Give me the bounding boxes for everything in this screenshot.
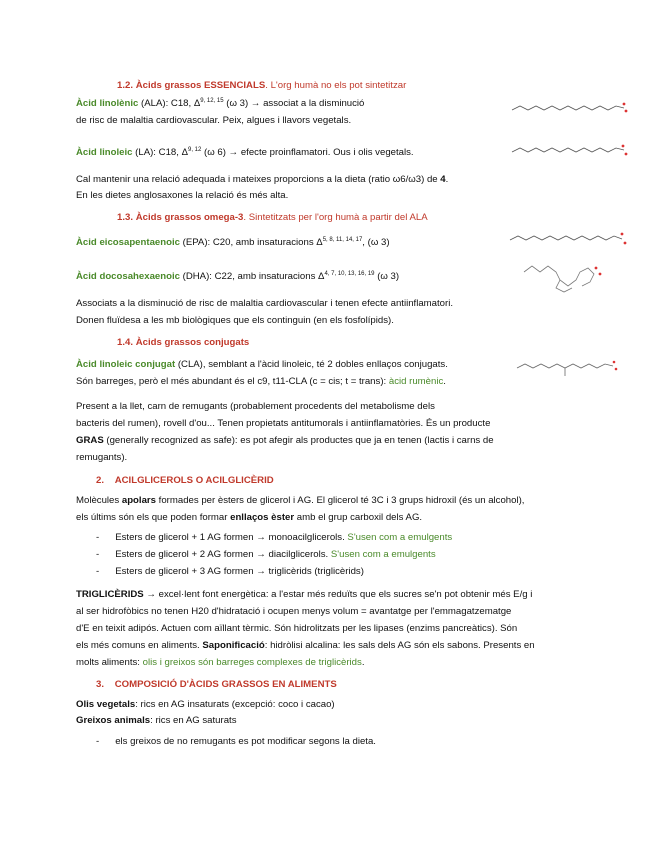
ala-line-2: de risc de malaltia cardiovascular. Peix, algues i llavors vegetals.: [76, 115, 352, 126]
assoc-line-1: Associats a la disminució de risc de malaltia cardiovascular i tenen efecte antiinflamatori.: [76, 298, 453, 309]
dha-name: Àcid docosahexaenoic: [76, 271, 180, 282]
dha-line: Àcid docosahexaenoic (DHA): C22, amb insaturacions Δ$^{4, 7, 10, 13, 16, 19}$ (ω 3): [76, 270, 400, 282]
ratio-line: Cal mantenir una relació adequada i mateixes proporcions a la dieta (ratio ω6/ω3) de 4.: [76, 174, 449, 185]
olis-line: Olis vegetals: rics en AG insaturats (excepció: coco i cacao): [76, 699, 335, 710]
trig-line-5: molts aliments: olis i greixos són barreges complexes de triglicèrids.: [76, 657, 365, 668]
ala-name: Àcid linolènic: [76, 98, 139, 109]
la-molecule-image: [510, 140, 630, 162]
list-item: - Esters de glicerol + 3 AG formen → triglicèrids (triglicèrids): [96, 566, 364, 577]
present-line-1: Present a la llet, carn de remugants (probablement procedents del metabolisme dels: [76, 401, 435, 412]
cla-name: Àcid linoleic conjugat: [76, 359, 176, 370]
list-item: - els greixos de no remugants es pot modificar segons la dieta.: [96, 736, 376, 747]
epa-molecule-image: [508, 228, 630, 252]
la-line: Àcid linoleic (LA): C18, Δ$^{9, 12}$ (ω 6) → efecte proinflamatori. Ous i olis vegetals.: [76, 146, 414, 158]
cla-molecule-image: [515, 350, 625, 380]
trig-line-4: els més comuns en aliments. Saponificació: hidròlisi alcalina: les sals dels AG són els sabons. Presents en: [76, 640, 535, 651]
trig-line-2: al ser hidrofòbics no tenen H20 d'hidratació i ocupen menys volum = avantatge per l'emmagatzematge: [76, 606, 512, 617]
cla-line: Àcid linoleic conjugat (CLA), semblant a l'àcid linoleic, té 2 dobles enllaços conjugats.: [76, 359, 448, 370]
present-line-4: remugants).: [76, 452, 128, 463]
section-3-heading: 3. COMPOSICIÓ D'ÀCIDS GRASSOS EN ALIMENTS: [96, 679, 337, 690]
section-1-2-heading: 1.2. Àcids grassos ESSENCIALS. L'org humà no els pot sintetitzar: [117, 80, 407, 91]
list-item: - Esters de glicerol + 1 AG formen → monoacilglicerols. S'usen com a emulgents: [96, 532, 453, 543]
greixos-line: Greixos animals: rics en AG saturats: [76, 715, 237, 726]
molecules-line-2: els últims són els que poden formar enllaços èster amb el grup carboxil dels AG.: [76, 512, 423, 523]
epa-name: Àcid eicosapentaenoic: [76, 237, 180, 248]
present-line-3: GRAS (generally recognized as safe): es pot afegir als productes que ja en tenen (lactis i carns de: [76, 435, 494, 446]
rumenic-acid: àcid rumènic: [388, 376, 444, 387]
section-1-4-heading: 1.4. Àcids grassos conjugats: [117, 337, 250, 348]
section-1-3-heading: 1.3. Àcids grassos omega-3. Sintetitzats per l'org humà a partir del ALA: [117, 212, 428, 223]
ratio-line-2: En les dietes anglosaxones la relació és més alta.: [76, 190, 289, 201]
dha-molecule-image: [520, 258, 620, 296]
cla-line-2: Són barreges, però el més abundant és el c9, t11-CLA (c = cis; t = trans): àcid rumènic.: [76, 376, 446, 387]
ala-molecule-image: [510, 96, 630, 118]
molecules-line-1: Molècules apolars formades per èsters de glicerol i AG. El glicerol té 3C i 3 grups hidroxil (és un alcohol),: [76, 495, 525, 506]
assoc-line-2: Donen fluïdesa a les mb biològiques que els continguin (en els fosfolípids).: [76, 315, 394, 326]
trig-line-3: d'E en teixit adipós. Actuen com aïllant tèrmic. Són hidrolitzats per les lipases (enzims pancreàtics). Són: [76, 623, 518, 634]
present-line-2: bacteris del rumen), rovell d'ou... Tenen propietats antitumorals i antiinflamatòries. És un producte: [76, 418, 491, 429]
list-item: - Esters de glicerol + 2 AG formen → diacilglicerols. S'usen com a emulgents: [96, 549, 436, 560]
epa-line: Àcid eicosapentaenoic (EPA): C20, amb insaturacions Δ$^{5, 8, 11, 14, 17}$, (ω 3): [76, 236, 390, 248]
la-name: Àcid linoleic: [76, 147, 133, 158]
trig-line-1: TRIGLICÈRIDS → excel·lent font energètica: a l'estar més reduïts que els sucres se'n pot obtenir més E/g i: [76, 589, 533, 600]
ala-line: Àcid linolènic (ALA): C18, Δ$^{9, 12, 15}$ (ω 3) → associat a la disminució: [76, 97, 365, 109]
section-2-heading: 2. ACILGLICEROLS O ACILGLICÈRID: [96, 475, 274, 486]
